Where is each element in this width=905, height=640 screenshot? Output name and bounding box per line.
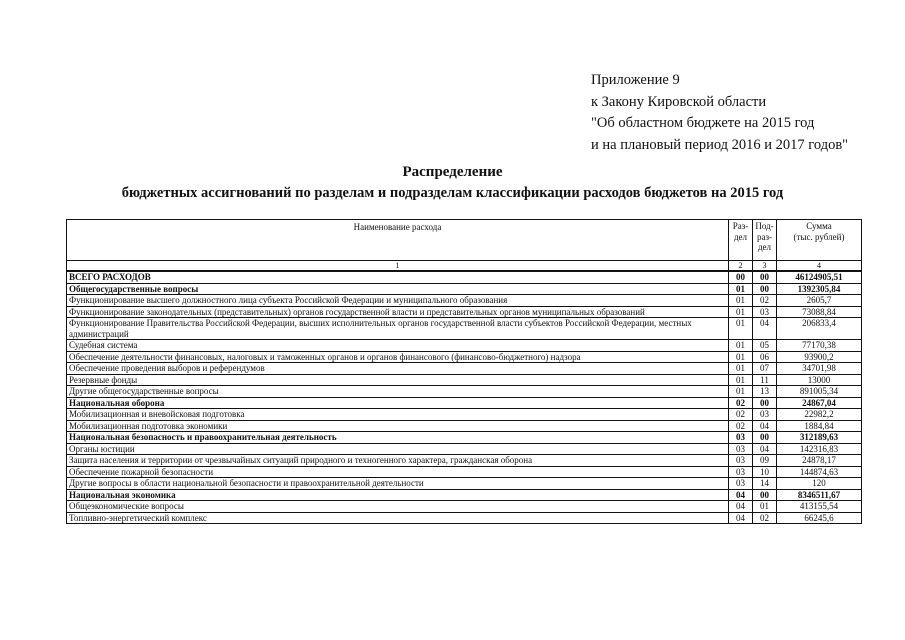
document-title: Распределение [402, 164, 503, 180]
expense-name-cell: Общеэкономические вопросы [67, 501, 729, 513]
sum-cell: 144874,63 [777, 466, 862, 478]
section-code-cell: 03 [729, 466, 753, 478]
section-code-cell: 01 [729, 374, 753, 386]
sum-cell: 73088,84 [777, 306, 862, 318]
section-code-cell: 02 [729, 420, 753, 432]
document-subtitle: бюджетных ассигнований по разделам и подразделам классификации расходов бюджетов на 2015 год [121, 185, 784, 201]
sum-cell: 312189,63 [777, 432, 862, 444]
budget-rows [67, 271, 862, 524]
appendix-law-period: и на плановый период 2016 и 2017 годов" [591, 136, 849, 153]
section-code-cell: 01 [729, 318, 753, 340]
sum-cell: 120 [777, 478, 862, 490]
table-row [67, 386, 862, 398]
expense-name-cell: Национальная оборона [67, 397, 729, 409]
subsection-code-cell: 13 [753, 386, 777, 398]
expense-name-cell: Судебная система [67, 340, 729, 352]
table-row [67, 306, 862, 318]
table-row [67, 374, 862, 386]
table-row [67, 318, 862, 340]
subsection-code-cell: 03 [753, 306, 777, 318]
appendix-law-title: "Об областном бюджете на 2015 год [591, 115, 815, 131]
subsection-code-cell: 11 [753, 374, 777, 386]
table-row [67, 489, 862, 501]
subsection-code-cell: 04 [753, 443, 777, 455]
section-code-cell: 01 [729, 363, 753, 375]
appendix-number: Приложение 9 [591, 72, 680, 88]
sum-cell: 77170,38 [777, 340, 862, 352]
subsection-code-cell: 05 [753, 340, 777, 352]
subsection-code-cell: 07 [753, 363, 777, 375]
expense-name-cell: Функционирование Правительства Российской Федерации, высших исполнительных органов государственной власти субъектов Российской Федерации, местных администраций [67, 318, 729, 340]
section-code-cell: 03 [729, 432, 753, 444]
section-code-cell: 00 [729, 271, 753, 283]
table-row [67, 283, 862, 295]
sum-cell: 206833,4 [777, 318, 862, 340]
subsection-code-cell: 09 [753, 455, 777, 467]
expense-name-cell: ВСЕГО РАСХОДОВ [67, 271, 729, 283]
sum-cell: 22982,2 [777, 409, 862, 421]
header-section-line: дел [733, 231, 748, 242]
table-row [67, 501, 862, 513]
expense-name-cell: Другие вопросы в области национальной безопасности и правоохранительной деятельности [67, 478, 729, 490]
expense-name-cell: Защита населения и территории от чрезвычайных ситуаций природного и техногенного характера, гражданская оборона [67, 455, 729, 467]
column-number-row [67, 261, 862, 272]
expense-name-cell: Резервные фонды [67, 374, 729, 386]
column-number: 2 [729, 261, 753, 272]
expense-name-cell: Мобилизационная и вневойсковая подготовка [67, 409, 729, 421]
table-row [67, 363, 862, 375]
sum-cell: 1884,84 [777, 420, 862, 432]
subsection-code-cell: 06 [753, 351, 777, 363]
table-row [67, 420, 862, 432]
expense-name-cell: Национальная экономика [67, 489, 729, 501]
expense-name-cell: Другие общегосударственные вопросы [67, 386, 729, 398]
sum-cell: 93900,2 [777, 351, 862, 363]
subsection-code-cell: 02 [753, 295, 777, 307]
sum-cell: 46124905,51 [777, 271, 862, 283]
table-row [67, 340, 862, 352]
budget-allocation-table [66, 219, 862, 524]
header-section-line: Раз- [732, 221, 749, 231]
subsection-code-cell: 03 [753, 409, 777, 421]
subsection-code-cell: 04 [753, 318, 777, 340]
table-header-row [67, 220, 862, 261]
sum-cell: 24878,17 [777, 455, 862, 467]
appendix-reference [591, 70, 848, 156]
header-section [729, 220, 753, 261]
sum-cell: 891005,34 [777, 386, 862, 398]
table-row [67, 295, 862, 307]
sum-cell: 413155,54 [777, 501, 862, 513]
section-code-cell: 01 [729, 351, 753, 363]
expense-name-cell: Мобилизационная подготовка экономики [67, 420, 729, 432]
section-code-cell: 01 [729, 386, 753, 398]
section-code-cell: 02 [729, 409, 753, 421]
table-row [67, 478, 862, 490]
section-code-cell: 01 [729, 306, 753, 318]
sum-cell: 2605,7 [777, 295, 862, 307]
expense-name-cell: Органы юстиции [67, 443, 729, 455]
table-row [67, 397, 862, 409]
expense-name-cell: Топливно-энергетический комплекс [67, 512, 729, 524]
sum-cell: 8346511,67 [777, 489, 862, 501]
header-expense-name: Наименование расхода [67, 220, 729, 261]
sum-cell: 34701,98 [777, 363, 862, 375]
table-row [67, 512, 862, 524]
subsection-code-cell: 02 [753, 512, 777, 524]
header-sum [777, 220, 862, 261]
header-sum-line: (тыс. рублей) [793, 231, 845, 242]
appendix-law: к Закону Кировской области [591, 93, 767, 110]
expense-name-cell: Функционирование высшего должностного лица субъекта Российской Федерации и муниципального образования [67, 295, 729, 307]
subsection-code-cell: 00 [753, 283, 777, 295]
section-code-cell: 01 [729, 340, 753, 352]
section-code-cell: 03 [729, 443, 753, 455]
column-number: 4 [777, 261, 862, 272]
table-row [67, 351, 862, 363]
header-sum-line: Сумма [806, 221, 832, 231]
expense-name-cell: Общегосударственные вопросы [67, 283, 729, 295]
subsection-code-cell: 00 [753, 489, 777, 501]
column-number: 3 [753, 261, 777, 272]
subsection-code-cell: 14 [753, 478, 777, 490]
table-row [67, 432, 862, 444]
column-number: 1 [67, 261, 729, 272]
sum-cell: 24867,04 [777, 397, 862, 409]
sum-cell: 1392305,84 [777, 283, 862, 295]
table-row [67, 466, 862, 478]
expense-name-cell: Обеспечение пожарной безопасности [67, 466, 729, 478]
subsection-code-cell: 00 [753, 397, 777, 409]
subsection-code-cell: 00 [753, 432, 777, 444]
table-row [67, 443, 862, 455]
section-code-cell: 04 [729, 512, 753, 524]
header-subsection [753, 220, 777, 261]
sum-cell: 142316,83 [777, 443, 862, 455]
header-subsection-line: Под- [755, 221, 774, 231]
subsection-code-cell: 00 [753, 271, 777, 283]
expense-name-cell: Национальная безопасность и правоохранительная деятельность [67, 432, 729, 444]
subsection-code-cell: 01 [753, 501, 777, 513]
section-code-cell: 03 [729, 455, 753, 467]
section-code-cell: 03 [729, 478, 753, 490]
section-code-cell: 04 [729, 489, 753, 501]
section-code-cell: 01 [729, 295, 753, 307]
sum-cell: 66245,6 [777, 512, 862, 524]
header-subsection-line: раз- [756, 231, 773, 242]
expense-name-cell: Функционирование законодательных (представительных) органов государственной власти и представительных органов муниципальных образований [67, 306, 729, 318]
header-subsection-line: дел [757, 242, 772, 252]
table-row [67, 271, 862, 283]
subsection-code-cell: 04 [753, 420, 777, 432]
expense-name-cell: Обеспечение проведения выборов и референдумов [67, 363, 729, 375]
sum-cell: 13000 [777, 374, 862, 386]
section-code-cell: 01 [729, 283, 753, 295]
table-row [67, 409, 862, 421]
subsection-code-cell: 10 [753, 466, 777, 478]
expense-name-cell: Обеспечение деятельности финансовых, налоговых и таможенных органов и органов финансового (финансово-бюджетного) надзора [67, 351, 729, 363]
table-row [67, 455, 862, 467]
section-code-cell: 04 [729, 501, 753, 513]
section-code-cell: 02 [729, 397, 753, 409]
